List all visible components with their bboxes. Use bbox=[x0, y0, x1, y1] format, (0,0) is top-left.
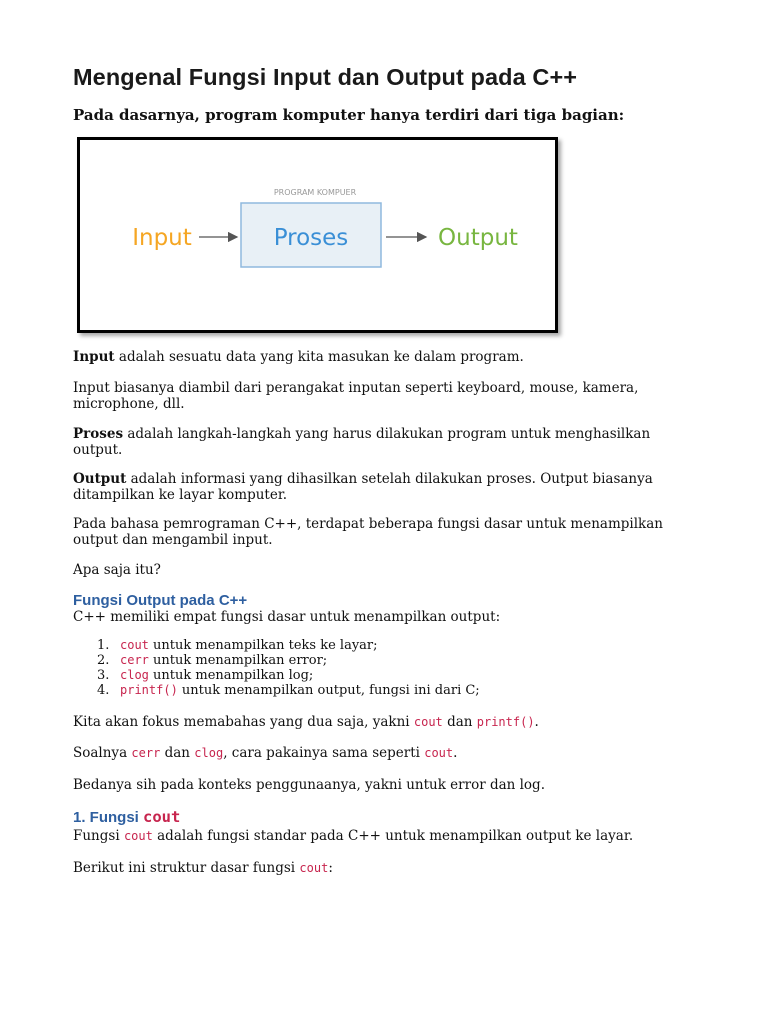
page-title: Mengenal Fungsi Input dan Output pada C++ bbox=[73, 64, 578, 90]
list-item: 4. printf() untuk menampilkan output, fungsi ini dari C; bbox=[97, 683, 480, 698]
diagram-input-label: Input bbox=[132, 225, 192, 251]
question-paragraph: Apa saja itu? bbox=[73, 562, 161, 578]
code-cerr: cerr bbox=[120, 653, 149, 667]
list-item: 3. clog untuk menampilkan log; bbox=[97, 668, 314, 683]
diagram-caption: PROGRAM KOMPUER bbox=[273, 188, 357, 197]
code-printf: printf() bbox=[120, 683, 178, 697]
process-definition bbox=[73, 426, 693, 458]
term-process: Proses bbox=[73, 426, 124, 442]
term-input: Input bbox=[73, 349, 115, 365]
list-item: 2. cerr untuk menampilkan error; bbox=[97, 653, 328, 668]
input-source-paragraph: Input biasanya diambil dari perangakat inputan seperti keyboard, mouse, kamera, microphone, dll. bbox=[73, 380, 639, 412]
soalnya-paragraph: Soalnya cerr dan clog, cara pakainya sama seperti cout. bbox=[73, 745, 458, 761]
code-clog: clog bbox=[120, 668, 149, 682]
bedanya-paragraph: Bedanya sih pada konteks penggunaanya, yakni untuk error dan log. bbox=[73, 777, 545, 793]
input-definition bbox=[73, 349, 693, 365]
output-functions-heading: Fungsi Output pada C++ bbox=[73, 592, 248, 609]
code-cout: cout bbox=[120, 638, 149, 652]
output-definition-text: adalah informasi yang dihasilkan setelah dilakukan proses. Output biasanya ditampilkan ke layar komputer. bbox=[73, 471, 653, 503]
focus-paragraph: Kita akan fokus memabahas yang dua saja, yakni cout dan printf(). bbox=[73, 714, 539, 730]
input-process-output-diagram bbox=[77, 137, 558, 333]
list-item: 1. cout untuk menampilkan teks ke layar; bbox=[97, 638, 378, 653]
diagram-svg bbox=[80, 140, 555, 330]
output-definition bbox=[73, 471, 693, 503]
term-output: Output bbox=[73, 471, 127, 487]
cout-structure-intro: Berikut ini struktur dasar fungsi cout: bbox=[73, 860, 333, 876]
diagram-output-label: Output bbox=[438, 225, 518, 251]
output-functions-list bbox=[73, 638, 480, 698]
diagram-process-label: Proses bbox=[273, 225, 349, 251]
cpp-intro-paragraph: Pada bahasa pemrograman C++, terdapat beberapa fungsi dasar untuk menampilkan output dan mengambil input. bbox=[73, 516, 663, 548]
cout-description: Fungsi cout adalah fungsi standar pada C++ untuk menampilkan output ke layar. bbox=[73, 828, 634, 844]
input-definition-text: adalah sesuatu data yang kita masukan ke dalam program. bbox=[114, 349, 524, 365]
cout-heading: 1. Fungsi cout bbox=[73, 808, 181, 826]
intro-text: Pada dasarnya, program komputer hanya terdiri dari tiga bagian: bbox=[73, 106, 625, 124]
process-definition-text: adalah langkah-langkah yang harus dilakukan program untuk menghasilkan output. bbox=[73, 426, 651, 458]
output-functions-lead: C++ memiliki empat fungsi dasar untuk menampilkan output: bbox=[73, 609, 501, 625]
